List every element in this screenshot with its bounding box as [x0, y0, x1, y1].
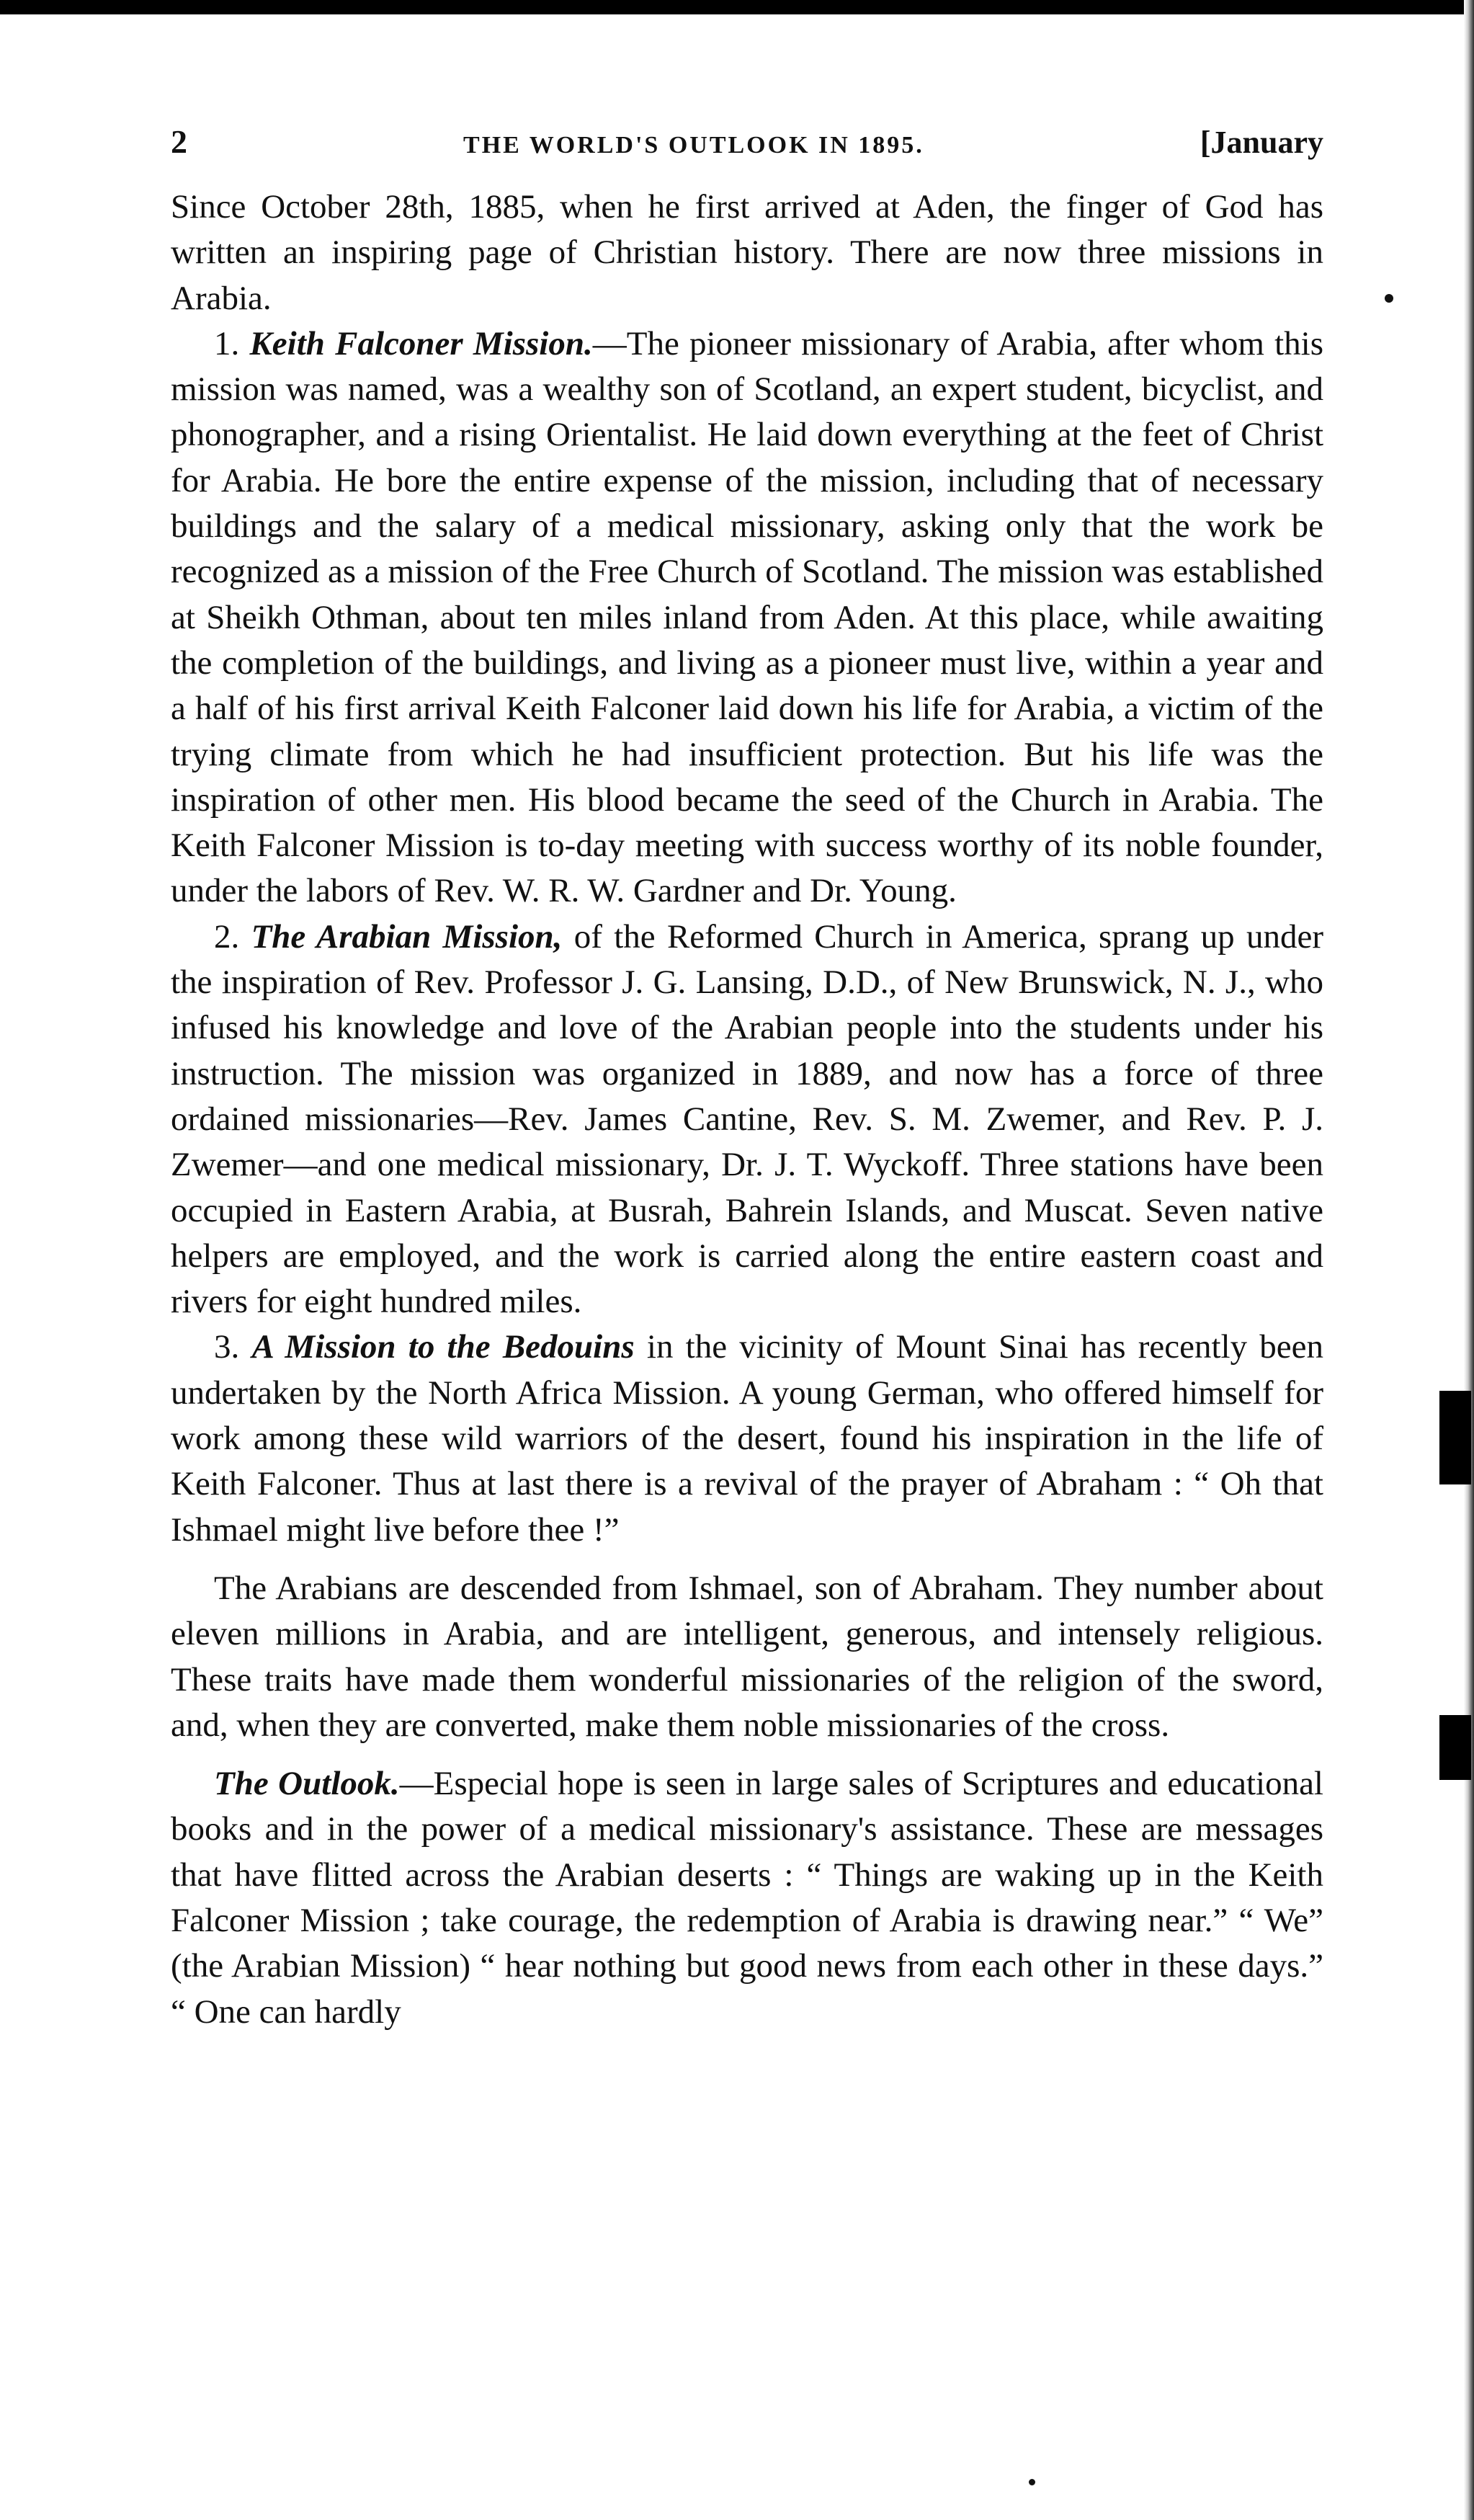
running-head — [171, 123, 1323, 166]
paragraph-keith-falconer-mission — [171, 321, 1323, 914]
paragraph-text: in the vicinity of Mount Sinai has recently been undertaken by the North Africa Mission. A young German, who offered himself for work among these wild warriors of the desert, found his inspiration in the life of Keith Falconer. Thus at last there is a revival of the prayer of Abraham : “ Oh that Ishmael might live before thee !” — [171, 1328, 1324, 1549]
scan-top-border — [0, 0, 1474, 14]
paragraph-text: —The pioneer missionary of Arabia, after whom this mission was named, was a wealthy son of Scotland, an expert student, bicyclist, and phonographer, and a rising Orientalist. He laid down everything at the feet of Christ for Arabia. He bore the entire expense of the mission, including that of necessary buildings and the salary of a medical missionary, asking only that the work be recognized as a mission of the Free Church of Scotland. The mission was established at Sheikh Othman, about ten miles inland from Aden. At this place, while awaiting the completion of the buildings, and living as a pioneer must live, within a year and a half of his first arrival Keith Falconer laid down his life for Arabia, a victim of the trying climate from which he had insufficient protection. But his life was the inspiration of other men. His blood became the seed of the Church in Arabia. The Keith Falconer Mission is to-day meeting with success worthy of its noble founder, under the labors of Rev. W. R. W. Gardner and Dr. Young. — [171, 324, 1323, 910]
section-heading: Keith Falconer Mission. — [249, 324, 593, 362]
section-heading: The Outlook. — [214, 1765, 400, 1803]
page-number: 2 — [171, 123, 187, 160]
section-heading: A Mission to the Bedouins — [251, 1328, 635, 1366]
section-number: 1. — [214, 324, 240, 362]
book-page — [171, 123, 1323, 2035]
section-number: 3. — [214, 1328, 240, 1366]
scan-edge-mark — [1439, 1391, 1471, 1484]
section-number: 2. — [214, 917, 240, 956]
paragraph-arabians: The Arabians are descended from Ishmael, son of Abraham. They number about eleven millions in Arabia, and are intelligent, generous, and intensely religious. These traits have made them wonderful missionaries of the religion of the sword, and, when they are converted, make them noble missionaries of the cross. — [171, 1569, 1323, 1744]
scan-edge-mark — [1439, 1715, 1471, 1780]
paragraph-text: of the Reformed Church in America, sprang up under the inspiration of Rev. Professor J. G. Lansing, D.D., of New Brunswick, N. J., who infused his knowledge and love of the Arabian people into the students under his instruction. The mission was organized in 1889, and now has a force of three ordained missionaries—Rev. James Cantine, Rev. S. M. Zwemer, and Rev. P. J. Zwemer—and one medical missionary, Dr. J. T. Wyckoff. Three stations have been occupied in Eastern Arabia, at Busrah, Bahrein Islands, and Muscat. Seven native helpers are employed, and the work is carried along the entire eastern coast and rivers for eight hundred miles. — [171, 917, 1323, 1321]
section-heading: The Arabian Mission, — [251, 917, 563, 956]
paragraph-intro: Since October 28th, 1885, when he first arrived at Aden, the finger of God has written an inspiring page of Christian history. There are now three missions in Arabia. — [171, 188, 1323, 317]
paragraph-outlook — [171, 1761, 1323, 2035]
paragraph-bedouin-mission — [171, 1324, 1323, 1552]
paragraph-text: —Especial hope is seen in large sales of Scriptures and educational books and in the power of a medical missionary's assistance. These are messages that have flitted across the Arabian deserts : “ Things are waking up in the Keith Falconer Mission ; take courage, the redemption of Arabia is drawing near.” “ We” (the Arabian Mission) “ hear nothing but good news from each other in these days.” “ One can hardly — [171, 1765, 1323, 2031]
scan-right-edge — [1464, 0, 1474, 2520]
ink-speck — [1385, 294, 1393, 303]
ink-speck — [1029, 2479, 1035, 2485]
running-title: THE WORLD'S OUTLOOK IN 1895. — [463, 132, 924, 159]
issue-month: [January — [1200, 125, 1323, 160]
paragraph-arabian-mission — [171, 914, 1323, 1325]
